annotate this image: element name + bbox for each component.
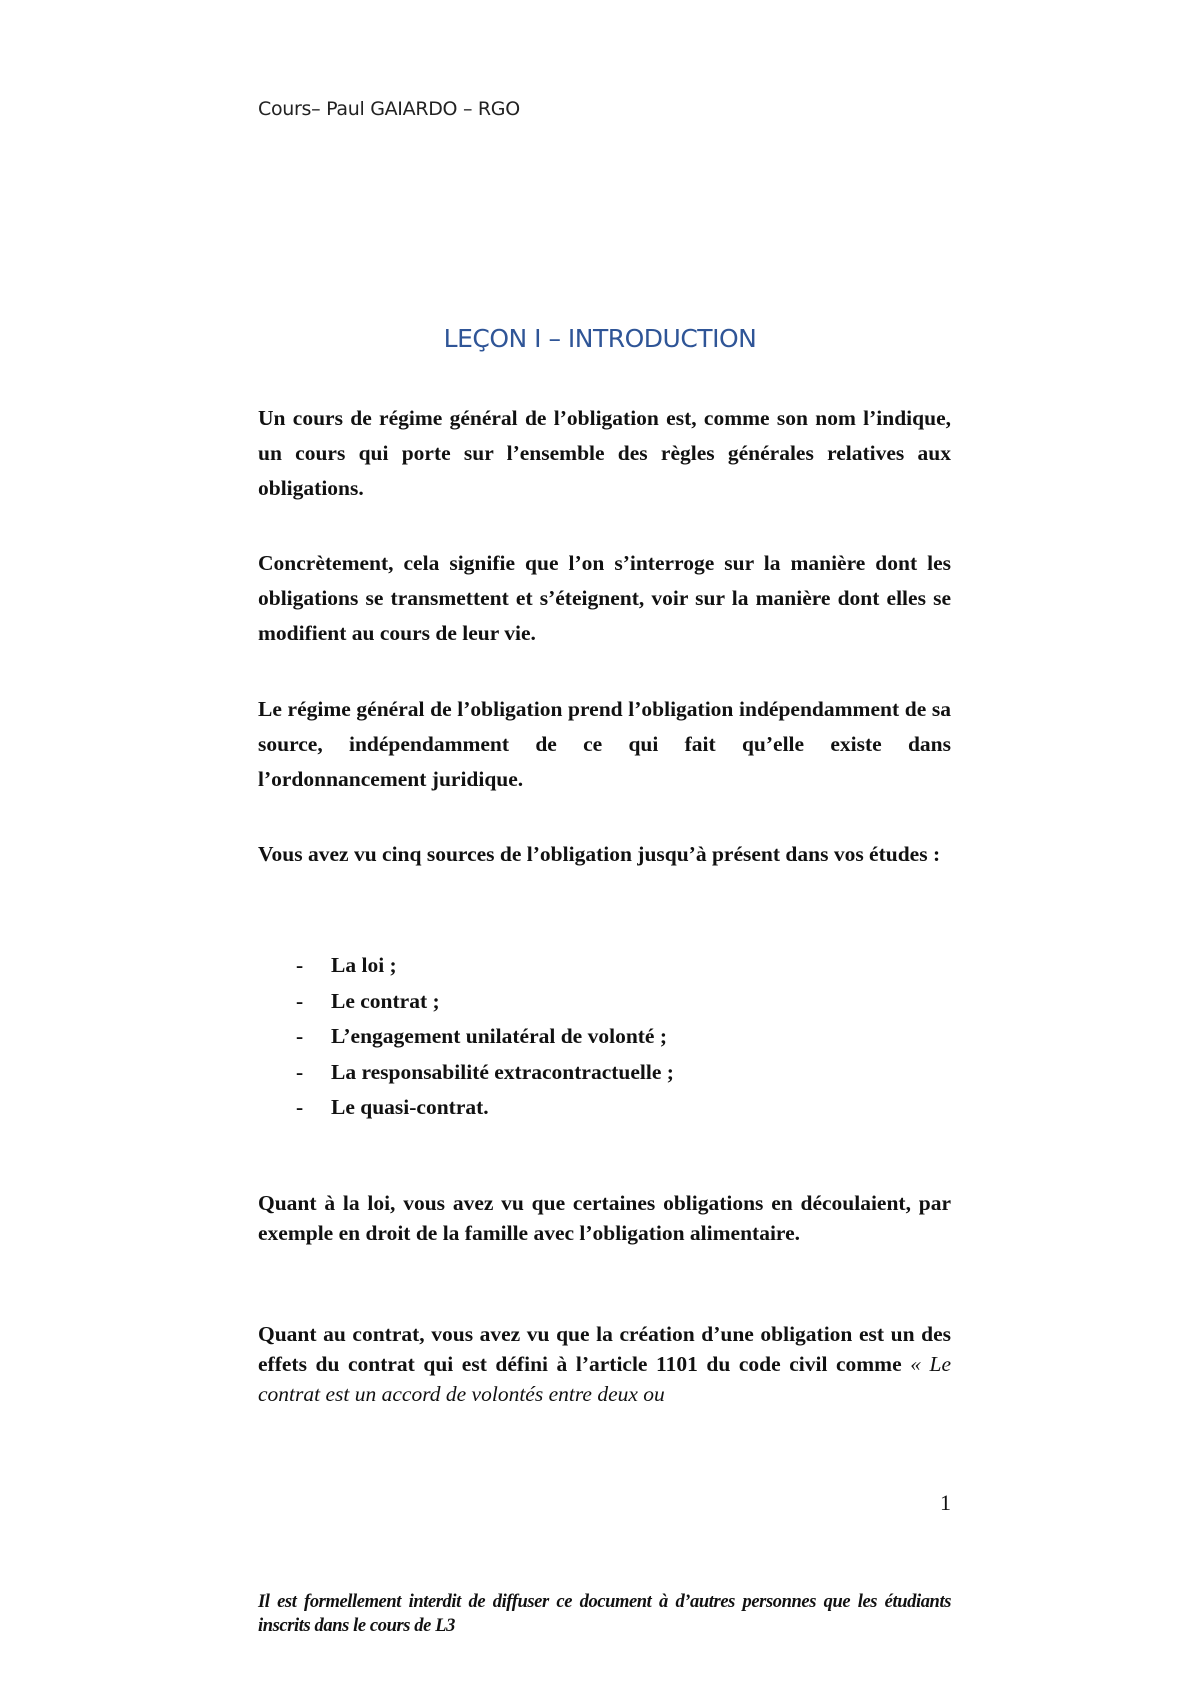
footer-notice: Il est formellement interdit de diffuser ce document à d’autres personnes que les étudiants inscrits dans le cours de L3 — [258, 1592, 951, 1636]
bullet-dash: - — [296, 1095, 304, 1119]
paragraph-4: Vous avez vu cinq sources de l’obligation jusqu’à présent dans vos études : — [258, 842, 941, 866]
article-quote: « Le contrat est un accord de volontés entre deux ou — [258, 1352, 951, 1406]
list-item: - Le quasi-contrat. — [258, 1090, 951, 1126]
page-number: 1 — [940, 1490, 951, 1515]
paragraph-3: Le régime général de l’obligation prend l’obligation indépendamment de sa source, indépendamment de ce qui fait qu’elle existe dans l’ordonnancement juridique. — [258, 697, 951, 791]
list-item: - Le contrat ; — [258, 984, 951, 1020]
bullet-dash: - — [296, 1024, 304, 1048]
running-header: Cours– Paul GAIARDO – RGO — [258, 98, 520, 120]
lesson-title: LEÇON I – INTRODUCTION — [443, 324, 757, 353]
obligation-sources-list — [258, 948, 951, 1126]
bullet-dash: - — [296, 988, 304, 1013]
bullet-dash: - — [296, 1059, 304, 1084]
list-item: - La loi ; — [258, 948, 951, 984]
list-item: - L’engagement unilatéral de volonté ; — [258, 1019, 951, 1055]
paragraph-6: Quant au contrat, vous avez vu que la création d’une obligation est un des effets du contrat qui est défini à l’article 1101 du code civil comme « Le contrat est un accord de volontés entre deux ou — [258, 1322, 951, 1406]
paragraph-1: Un cours de régime général de l’obligation est, comme son nom l’indique, un cours qui porte sur l’ensemble des règles générales relatives aux obligations. — [258, 406, 951, 500]
bullet-dash: - — [296, 953, 304, 977]
paragraph-2: Concrètement, cela signifie que l’on s’interroge sur la manière dont les obligations se transmettent et s’éteignent, voir sur la manière dont elles se modifient au cours de leur vie. — [258, 551, 951, 645]
paragraph-5: Quant à la loi, vous avez vu que certaines obligations en découlaient, par exemple en droit de la famille avec l’obligation alimentaire. — [258, 1191, 951, 1245]
list-item: - La responsabilité extracontractuelle ; — [258, 1055, 951, 1091]
